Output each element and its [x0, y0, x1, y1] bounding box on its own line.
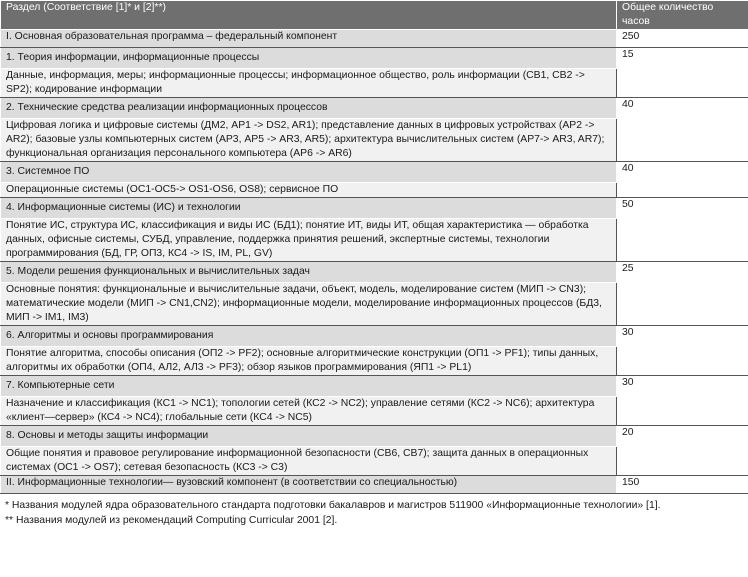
row-hours: 250 — [617, 30, 748, 48]
row-title: 3. Системное ПО — [1, 162, 617, 183]
table-row — [1, 476, 748, 494]
row-title: 6. Алгоритмы и основы программирования — [1, 326, 617, 347]
row-description: Операционные системы (ОС1-ОС5-> OS1-OS6, OS8); сервисное ПО — [1, 183, 617, 198]
row-title: 1. Теория информации, информационные процессы — [1, 48, 617, 69]
header-section-column: Раздел (Соответствие [1]* и [2]**) — [1, 1, 617, 30]
row-hours: 20 — [617, 426, 748, 476]
row-title: 2. Технические средства реализации информационных процессов — [1, 98, 617, 119]
row-hours: 50 — [617, 198, 748, 262]
row-title: 8. Основы и методы защиты информации — [1, 426, 617, 447]
row-title: II. Информационные технологии— вузовский компонент (в соответствии со специальностью) — [1, 476, 617, 494]
row-description: Понятие алгоритма, способы описания (ОП2 -> PF2); основные алгоритмические конструкции (ОП1 -> PF1); типы данных, алгоритмы их обработки (ОП4, АЛ2, АЛ3 -> PF3); обзор языков программирования (ЯП1 -> PL1) — [1, 347, 617, 376]
row-title: 4. Информационные системы (ИС) и технологии — [1, 198, 617, 219]
row-description: Основные понятия: функциональные и вычислительные задачи, объект, модель, моделирование систем (МИП -> CN3); математические модели (МИП -> CN1,CN2); информационные модели, моделирование информационных процессов (БД3, МИП -> IM1, IM3) — [1, 283, 617, 326]
row-hours: 40 — [617, 98, 748, 162]
row-description: Понятие ИС, структура ИС, классификация и виды ИС (БД1); понятие ИТ, виды ИТ, общая характеристика — обработка данных, офисные системы, СУБД, управление, поддержка принятия решений, экспертные системы, технологии программирования (БД, ГР, ОП3, КС4 -> IS, IM, PL, GV) — [1, 219, 617, 262]
row-description: Данные, информация, меры; информационные процессы; информационное общество, роль информации (СВ1, СВ2 -> SP2); кодирование информации — [1, 69, 617, 98]
footnotes — [0, 494, 748, 528]
row-hours: 15 — [617, 48, 748, 98]
table-row — [1, 326, 748, 347]
table-row — [1, 162, 748, 183]
footnote-1: * Названия модулей ядра образовательного стандарта подготовки бакалавров и магистров 511900 «Информационные технологии» [1]. — [5, 500, 661, 511]
table-row — [1, 198, 748, 219]
table-row — [1, 48, 748, 69]
row-hours: 150 — [617, 476, 748, 494]
row-title: I. Основная образовательная программа – федеральный компонент — [1, 30, 617, 48]
row-description: Цифровая логика и цифровые системы (ДМ2, АР1 -> DS2, AR1); представление данных в цифровых устройствах (АР2 -> AR2); базовые узлы компьютерных систем (АР3, АР5 -> AR3, AR5); архитектура вычислительных систем (АР7-> AR3, AR7); функциональная организация персонального компьютера (АР6 -> AR6) — [1, 119, 617, 162]
footnote-2: ** Названия модулей из рекомендаций Computing Curricular 2001 [2]. — [5, 515, 338, 526]
row-description: Общие понятия и правовое регулирование информационной безопасности (СВ6, СВ7); защита данных в операционных системах (ОС1 -> OS7); сетевая безопасность (КС3 -> C3) — [1, 447, 617, 476]
row-hours: 25 — [617, 262, 748, 326]
row-title: 7. Компьютерные сети — [1, 376, 617, 397]
table-row — [1, 376, 748, 397]
header-hours-column: Общее количество часов — [617, 1, 748, 30]
table-row — [1, 426, 748, 447]
row-hours: 30 — [617, 376, 748, 426]
row-hours: 40 — [617, 162, 748, 198]
table-row — [1, 30, 748, 48]
table-header-row — [1, 1, 748, 30]
table-row — [1, 98, 748, 119]
row-description: Назначение и классификация (КС1 -> NC1); топологии сетей (КС2 -> NC2); управление сетями (КС2 -> NC6); архитектура «клиент—сервер» (КС4 -> NC4); глобальные сети (КС4 -> NC5) — [1, 397, 617, 426]
row-title: 5. Модели решения функциональных и вычислительных задач — [1, 262, 617, 283]
table-row — [1, 262, 748, 283]
row-hours: 30 — [617, 326, 748, 376]
